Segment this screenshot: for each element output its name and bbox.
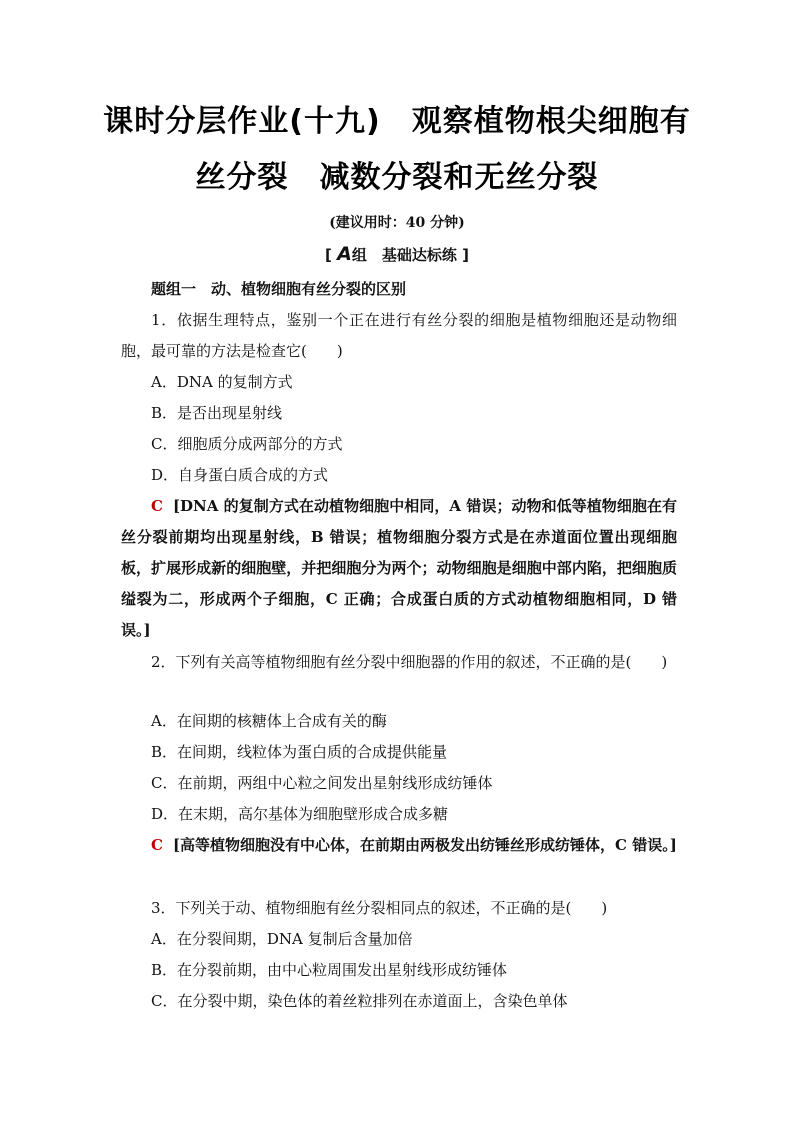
- question-2-option-b: B．在间期，线粒体为蛋白质的合成提供能量: [151, 743, 448, 761]
- question-2-answer: [121, 830, 677, 861]
- section-heading: 题组一 动、植物细胞有丝分裂的区别: [151, 280, 407, 298]
- suggested-time: (建议用时：40 分钟): [329, 215, 465, 231]
- question-2-option-d: D．在末期，高尔基体为细胞壁形成合成多糖: [151, 805, 449, 823]
- question-1-stem: 1．依据生理特点，鉴别一个正在进行有丝分裂的细胞是植物细胞还是动物细胞，最可靠的方法是检查它( ): [121, 311, 677, 360]
- answer-explanation: [DNA 的复制方式在动植物细胞中相同，A 错误；动物和低等植物细胞在有丝分裂前期均出现星射线，B 错误；植物细胞分裂方式是在赤道面位置出现细胞板，扩展形成新的细胞壁，并把细胞分为两个；动物细胞是细胞中部内陷，把细胞质缢裂为二，形成两个子细胞，C 正确；合成蛋白质的方式动植物细胞相同，D 错误。]: [121, 497, 677, 639]
- question-1-answer: [121, 491, 677, 646]
- question-3-option-a: A．在分裂间期，DNA 复制后含量加倍: [151, 930, 413, 948]
- group-bracket-open: [: [325, 246, 332, 264]
- question-1-option-c: C．细胞质分成两部分的方式: [151, 435, 343, 453]
- question-1-option-a: A．DNA 的复制方式: [151, 373, 293, 391]
- group-letter: A: [337, 243, 352, 265]
- group-label: 组 基础达标练: [351, 246, 457, 264]
- answer-letter: C: [151, 836, 163, 854]
- question-1-option-d: D．自身蛋白质合成的方式: [151, 466, 329, 484]
- question-3-option-b: B．在分裂前期，由中心粒周围发出星射线形成纺锤体: [151, 961, 508, 979]
- question-3-option-c: C．在分裂中期，染色体的着丝粒排列在赤道面上，含染色单体: [151, 992, 568, 1010]
- question-2-option-c: C．在前期，两组中心粒之间发出星射线形成纺锤体: [151, 774, 493, 792]
- answer-explanation: [高等植物细胞没有中心体，在前期由两极发出纺锤丝形成纺锤体，C 错误。]: [172, 836, 677, 854]
- page-title-line-2: 丝分裂 减数分裂和无丝分裂: [195, 160, 599, 195]
- page-title-line-1: 课时分层作业(十九) 观察植物根尖细胞有: [103, 104, 691, 139]
- answer-letter: C: [151, 497, 163, 515]
- group-heading: [0, 243, 794, 265]
- question-1-option-b: B．是否出现星射线: [151, 404, 283, 422]
- question-2-stem: 2．下列有关高等植物细胞有丝分裂中细胞器的作用的叙述，不正确的是( ): [151, 653, 668, 671]
- group-bracket-close: ]: [462, 246, 469, 264]
- question-2-option-a: A．在间期的核糖体上合成有关的酶: [151, 712, 387, 730]
- question-3-stem: 3．下列关于动、植物细胞有丝分裂相同点的叙述，不正确的是( ): [151, 899, 608, 917]
